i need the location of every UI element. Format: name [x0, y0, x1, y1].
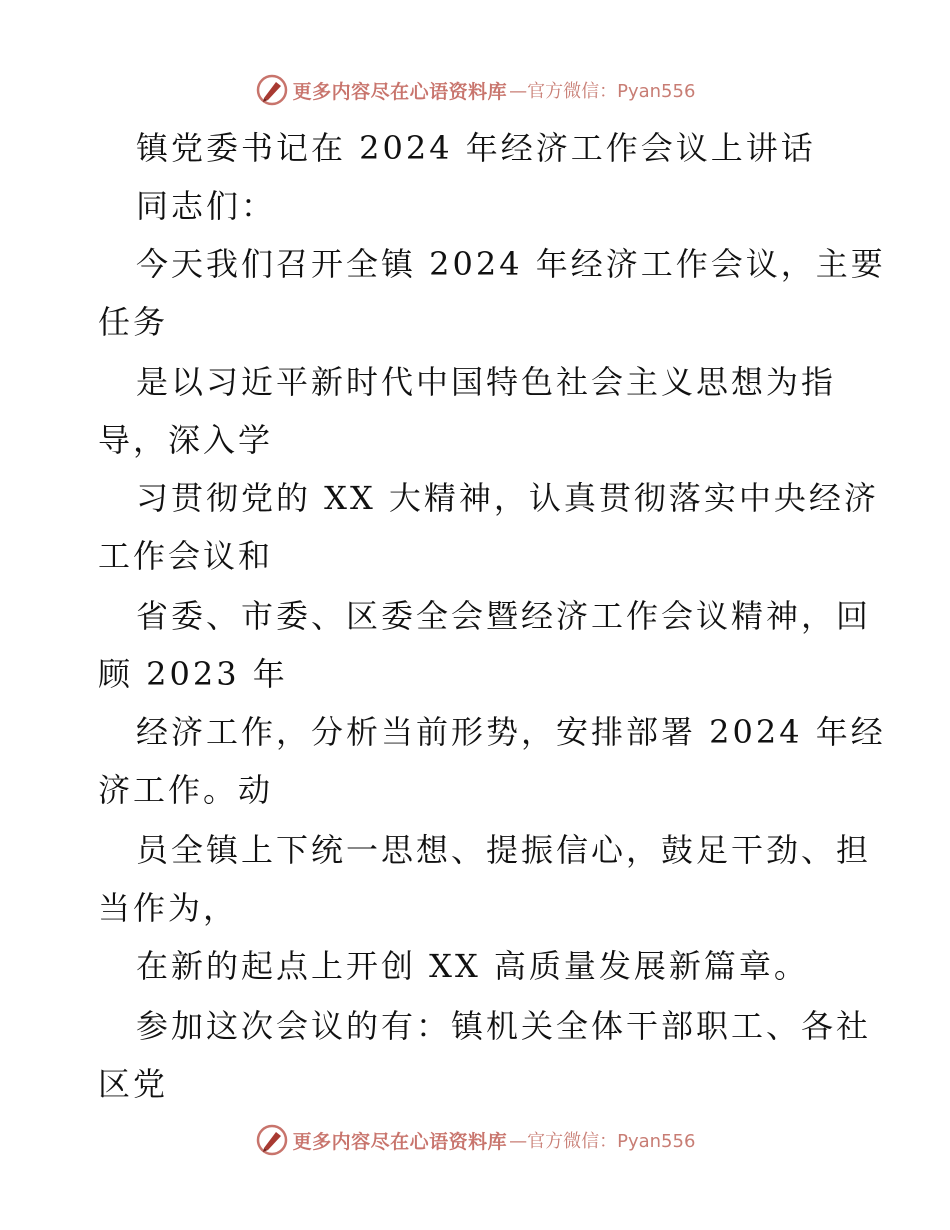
- watermark-main-text: 更多内容尽在心语资料库: [292, 80, 508, 103]
- text-line: 任务: [98, 303, 169, 341]
- text-line: 今天我们召开全镇 2024 年经济工作会议，主要: [136, 245, 886, 283]
- pen-nib-logo-icon: [255, 1123, 289, 1157]
- text-line: 习贯彻党的 XX 大精神，认真贯彻落实中央经济: [136, 479, 879, 517]
- text-line: 经济工作，分析当前形势，安排部署 2024 年经: [136, 713, 886, 751]
- text-line: 区党: [98, 1065, 169, 1103]
- watermark-main-text: 更多内容尽在心语资料库: [292, 1130, 508, 1153]
- text-line: 同志们：: [136, 187, 277, 225]
- text-line: 是以习近平新时代中国特色社会主义思想为指: [136, 363, 837, 401]
- watermark-sub-text: —官方微信：Pyan556: [509, 81, 696, 102]
- text-line: 工作会议和: [98, 537, 274, 575]
- text-line: 导，深入学: [98, 421, 274, 459]
- text-line: 在新的起点上开创 XX 高质量发展新篇章。: [136, 947, 809, 985]
- footer-watermark: [0, 1120, 950, 1160]
- text-line: 参加这次会议的有：镇机关全体干部职工、各社: [136, 1007, 872, 1045]
- text-line: 顾 2023 年: [98, 655, 288, 693]
- text-line: 省委、市委、区委全会暨经济工作会议精神，回: [136, 597, 872, 635]
- document-title: 镇党委书记在 2024 年经济工作会议上讲话: [136, 129, 816, 167]
- watermark-sub-text: —官方微信：Pyan556: [509, 1131, 696, 1152]
- text-line: 员全镇上下统一思想、提振信心，鼓足干劲、担: [136, 831, 872, 869]
- text-line: 济工作。动: [98, 771, 274, 809]
- text-line: 当作为，: [98, 889, 239, 927]
